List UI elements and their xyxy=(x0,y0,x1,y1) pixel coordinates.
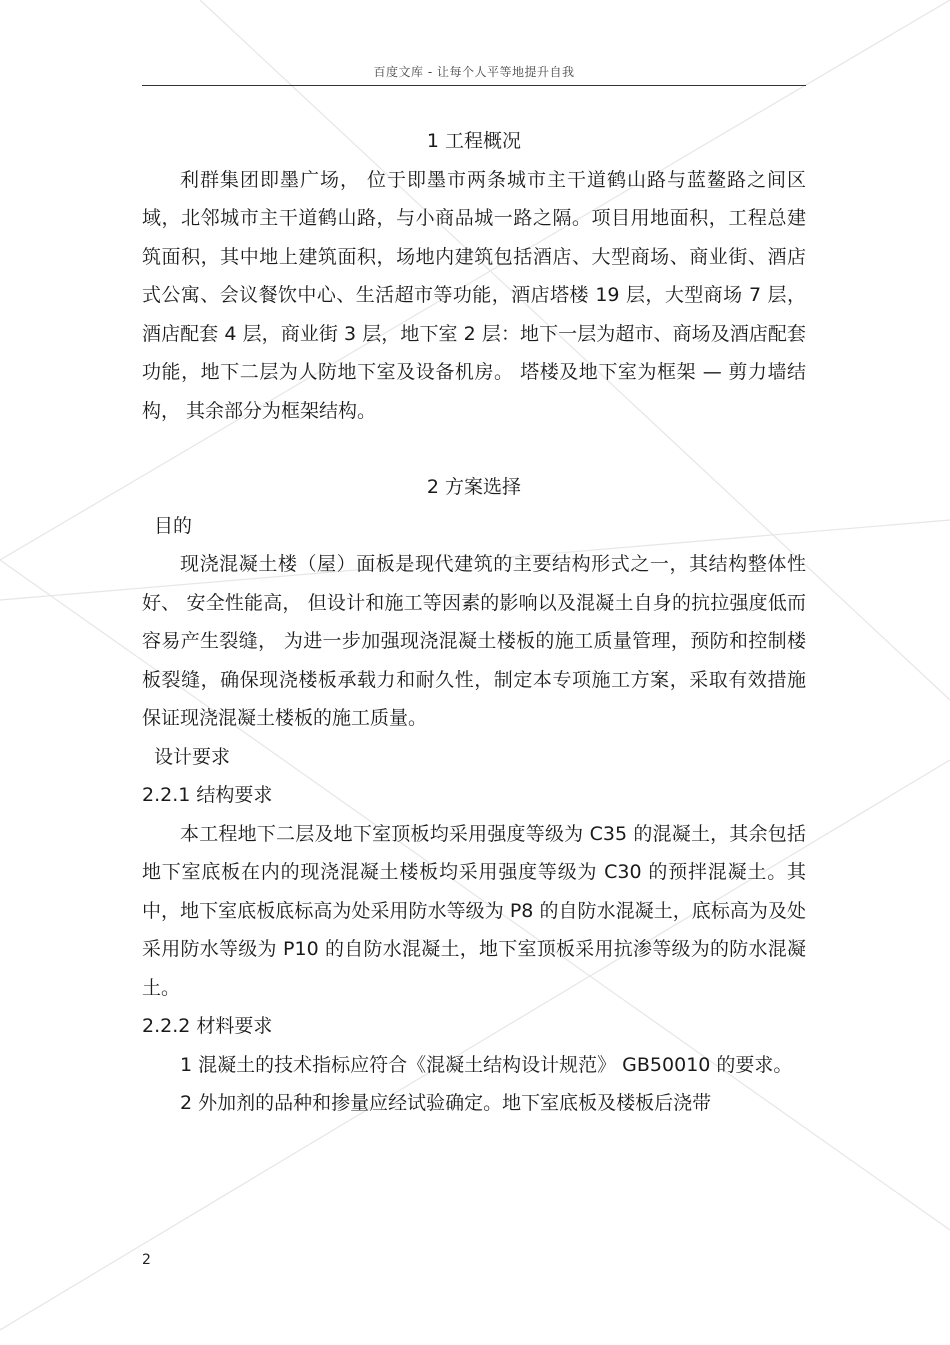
document-header: 百度文库 - 让每个人平等地提升自我 xyxy=(373,65,575,79)
page-number: 2 xyxy=(142,1252,151,1268)
purpose-label: 目的 xyxy=(154,514,193,537)
structure-requirements-paragraph: 本工程地下二层及地下室顶板均采用强度等级为 C35 的混凝土，其余包括地下室底板在内的现浇混凝土楼板均采用强度等级为 C30 的预拌混凝土。其中，地下室底板底标高为处采用防水等级为 P8 的自防水混凝土，底标高为及处采用防水等级为 P10 的自防水混凝土，地下室顶板采用抗渗等级为的防水混凝土。 xyxy=(142,822,806,999)
document-body xyxy=(142,122,806,1123)
material-requirement-item-2: 2 外加剂的品种和掺量应经试验确定。地下室底板及楼板后浇带 xyxy=(180,1092,712,1114)
header-divider xyxy=(142,85,806,86)
section-spacer xyxy=(142,430,806,468)
section-1-heading: 1 工程概况 xyxy=(426,130,522,152)
structure-requirements-heading: 2.2.1 结构要求 xyxy=(142,784,273,806)
section-1-paragraph: 利群集团即墨广场， 位于即墨市两条城市主干道鹤山路与蓝鳌路之间区域，北邻城市主干道鹤山路，与小商品城一路之隔。项目用地面积，工程总建筑面积，其中地上建筑面积，场地内建筑包括酒店、大型商场、商业街、酒店式公寓、会议餐饮中心、生活超市等功能，酒店塔楼 19 层，大型商场 7 层，酒店配套 4 层，商业街 3 层，地下室 2 层：地下一层为超市、商场及酒店配套功能，地下二层为人防地下室及设备机房。 塔楼及地下室为框架 — 剪力墙结构， 其余部分为框架结构。 xyxy=(142,168,806,422)
material-requirement-item-1: 1 混凝土的技术指标应符合《混凝土结构设计规范》 GB50010 的要求。 xyxy=(180,1053,793,1076)
section-2-heading: 2 方案选择 xyxy=(426,476,522,498)
design-requirements-label: 设计要求 xyxy=(154,745,231,768)
material-requirements-heading: 2.2.2 材料要求 xyxy=(142,1015,273,1037)
purpose-paragraph: 现浇混凝土楼（屋）面板是现代建筑的主要结构形式之一，其结构整体性好、 安全性能高， 但设计和施工等因素的影响以及混凝土自身的抗拉强度低而容易产生裂缝， 为进一步加强现浇混凝土楼板的施工质量管理，预防和控制楼板裂缝，确保现浇楼板承载力和耐久性，制定本专项施工方案，采取有效措施保证现浇混凝土楼板的施工质量。 xyxy=(142,553,806,729)
